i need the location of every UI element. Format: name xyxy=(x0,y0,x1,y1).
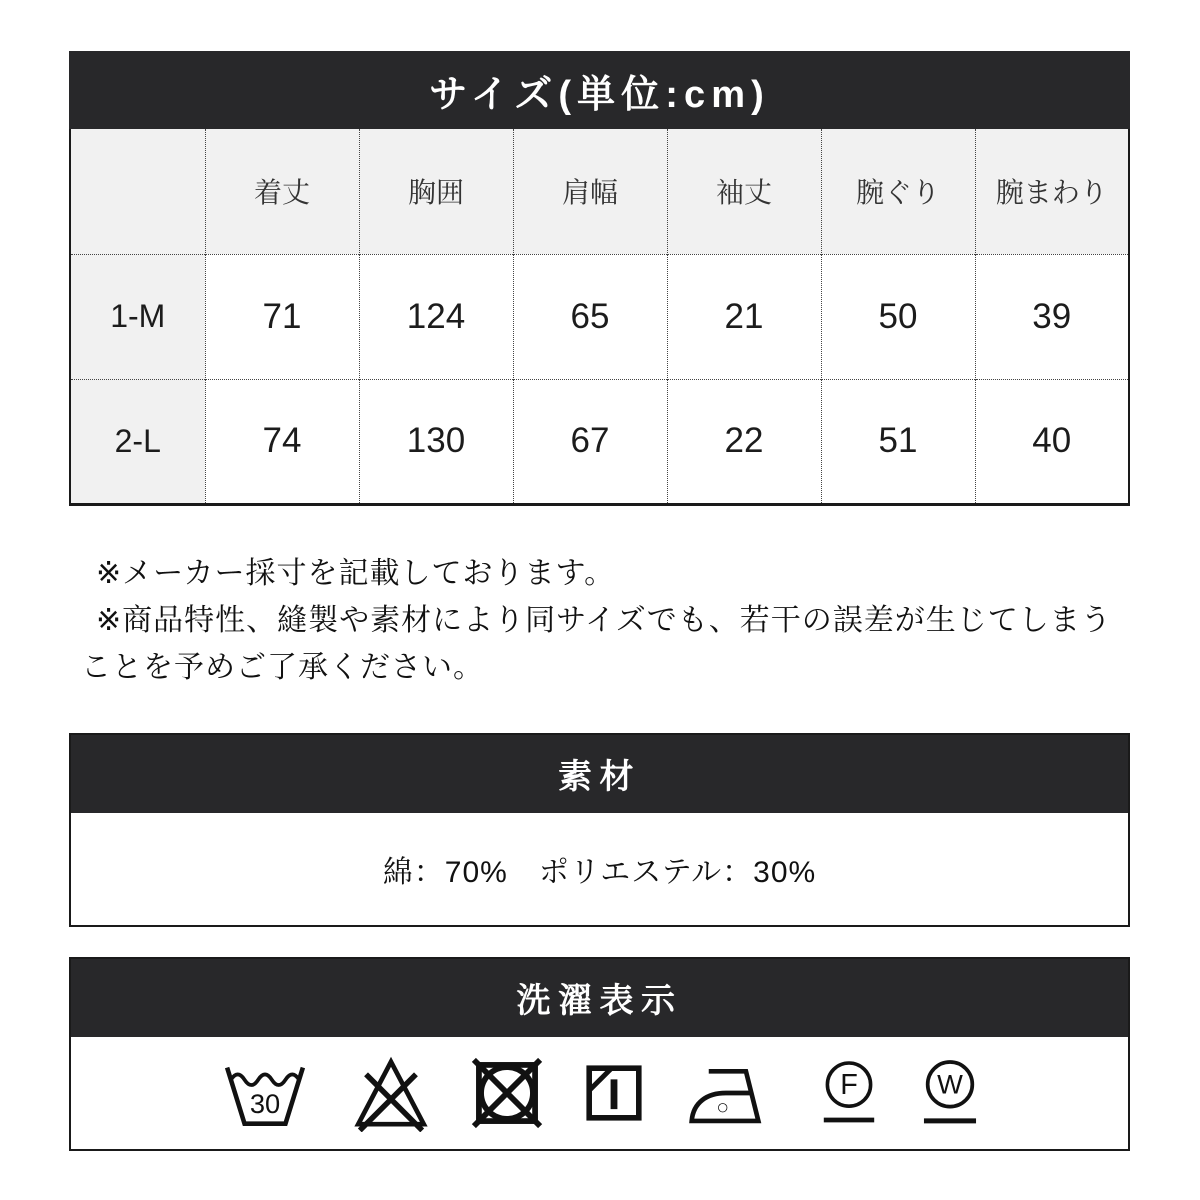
column-header: 袖丈 xyxy=(667,129,821,254)
column-header: 着丈 xyxy=(205,129,359,254)
size-cell: 50 xyxy=(821,254,975,379)
iron-low-icon xyxy=(685,1062,779,1124)
column-header: 腕ぐり xyxy=(821,129,975,254)
material-section xyxy=(69,733,1130,927)
column-header: 腕まわり xyxy=(975,129,1129,254)
table-row xyxy=(70,254,1129,379)
laundry-section-title: 洗濯表示 xyxy=(516,982,683,1020)
svg-text:W: W xyxy=(936,1068,963,1100)
size-cell: 74 xyxy=(205,379,359,504)
size-row-label: 2-L xyxy=(70,379,205,504)
material-content: 綿：70% ポリエステル：30% xyxy=(71,813,1128,925)
size-cell: 65 xyxy=(513,254,667,379)
laundry-section xyxy=(69,957,1130,1151)
size-cell: 71 xyxy=(205,254,359,379)
size-cell: 21 xyxy=(667,254,821,379)
laundry-section-header xyxy=(71,959,1128,1037)
wet-clean-W-icon xyxy=(919,1054,981,1132)
size-cell: 130 xyxy=(359,379,513,504)
size-cell: 124 xyxy=(359,254,513,379)
size-section-header xyxy=(69,51,1130,129)
shade-line-dry-icon xyxy=(583,1062,645,1124)
column-header: 胸囲 xyxy=(359,129,513,254)
wash-30-icon xyxy=(219,1057,311,1129)
size-cell: 51 xyxy=(821,379,975,504)
material-section-header xyxy=(71,735,1128,813)
note-line: ※メーカー採寸を記載しております。 xyxy=(96,556,616,590)
laundry-care-icons-row xyxy=(71,1037,1128,1149)
size-cell: 39 xyxy=(975,254,1129,379)
svg-text:F: F xyxy=(839,1068,858,1101)
do-not-bleach-icon xyxy=(351,1054,431,1132)
corner-cell xyxy=(70,129,205,254)
svg-text:30: 30 xyxy=(249,1087,280,1119)
do-not-tumble-dry-icon xyxy=(471,1057,543,1129)
size-table-header-row xyxy=(70,129,1129,254)
table-row xyxy=(70,379,1129,504)
size-cell: 67 xyxy=(513,379,667,504)
material-section-title: 素材 xyxy=(558,758,641,796)
size-table-section xyxy=(69,51,1130,506)
column-header: 肩幅 xyxy=(513,129,667,254)
note-line: ※商品特性、縫製や素材により同サイズでも、若干の誤差が生じてしまう xyxy=(96,603,1112,637)
size-row-label: 1-M xyxy=(70,254,205,379)
size-table xyxy=(69,129,1130,506)
size-cell: 22 xyxy=(667,379,821,504)
size-spec-page xyxy=(69,51,1130,1151)
dry-clean-F-icon xyxy=(819,1054,879,1132)
note-line: ことを予めご了承ください。 xyxy=(81,650,484,684)
size-cell: 40 xyxy=(975,379,1129,504)
measurement-notes xyxy=(69,550,1130,691)
size-section-title: サイズ(単位:cm) xyxy=(429,73,770,116)
